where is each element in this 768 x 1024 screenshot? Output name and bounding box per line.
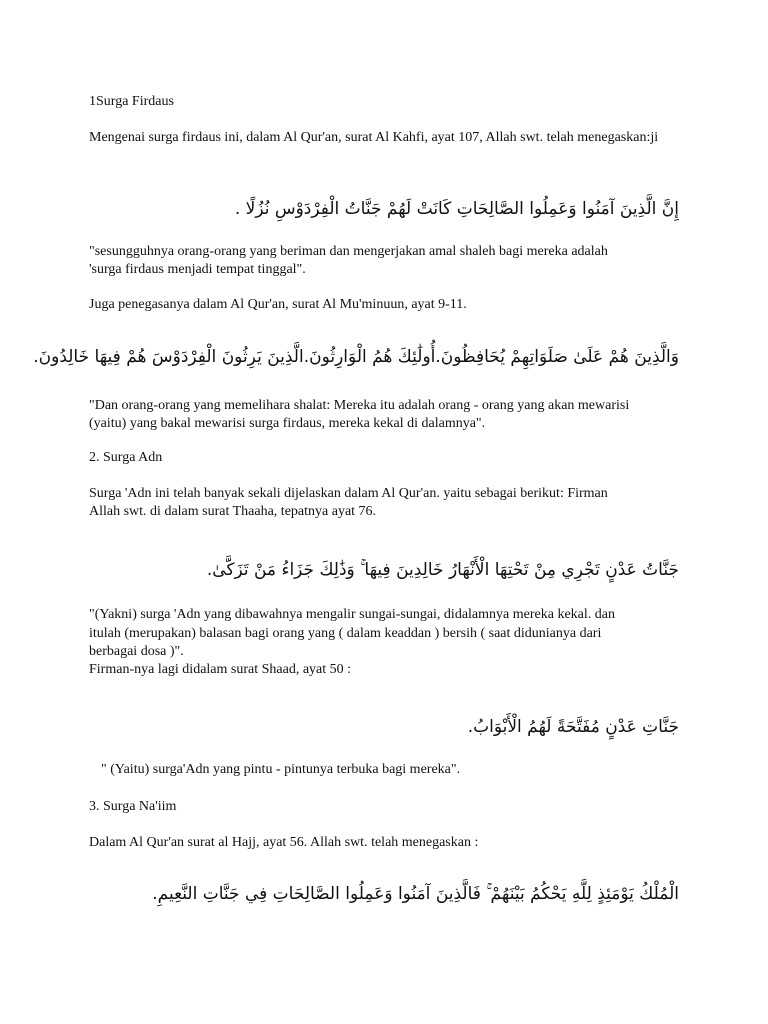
arabic-verse-shaad: جَنَّاتِ عَدْنٍ مُفَتَّحَةً لَهُمُ الْأَبْوَابُ.: [467, 717, 679, 737]
translation-thaaha-line1: "(Yakni) surga 'Adn yang dibawahnya mengalir sungai-sungai, didalamnya mereka kekal. dan: [89, 607, 615, 622]
arabic-verse-thaaha: جَنَّاتُ عَدْنٍ تَجْرِي مِنْ تَحْتِهَا الْأَنْهَارُ خَالِدِينَ فِيهَا ۚ وَذَٰلِكَ جَزَاءُ مَنْ تَزَكَّىٰ.: [206, 560, 679, 580]
arabic-verse-kahfi: إِنَّ الَّذِينَ آمَنُوا وَعَمِلُوا الصَّالِحَاتِ كَانَتْ لَهُمْ جَنَّاتُ الْفِرْدَوْسِ نُزُلًا .: [234, 199, 679, 219]
translation-kahfi-line1: "sesungguhnya orang-orang yang beriman dan mengerjakan amal shaleh bagi mereka adalah: [89, 244, 608, 259]
translation-muminuun-line2: (yaitu) yang bakal mewarisi surga firdaus, mereka kekal di dalamnya".: [89, 416, 486, 431]
translation-thaaha-line2: itulah (merupakan) balasan bagi orang yang ( dalam keaddan ) bersih ( saat didunianya dari: [89, 626, 602, 641]
translation-shaad: " (Yaitu) surga'Adn yang pintu - pintunya terbuka bagi mereka".: [101, 762, 461, 777]
intro-adn-line1: Surga 'Adn ini telah banyak sekali dijelaskan dalam Al Qur'an. yaitu sebagai berikut: Firman: [89, 486, 608, 501]
arabic-verse-hajj: الْمُلْكُ يَوْمَئِذٍ لِلَّهِ يَحْكُمُ بَيْنَهُمْ ۚ فَالَّذِينَ آمَنُوا وَعَمِلُوا الصَّالِحَاتِ فِي جَنَّاتِ النَّعِيمِ.: [152, 884, 679, 904]
heading-surga-adn: 2. Surga Adn: [89, 450, 163, 465]
translation-thaaha-line3: berbagai dosa )".: [89, 644, 184, 659]
heading-surga-firdaus: 1Surga Firdaus: [89, 94, 174, 109]
intro-firdaus: Mengenai surga firdaus ini, dalam Al Qur'an, surat Al Kahfi, ayat 107, Allah swt. telah menegaskan:ji: [89, 130, 659, 145]
intro-adn-line2: Allah swt. di dalam surat Thaaha, tepatnya ayat 76.: [89, 504, 377, 519]
intro-muminuun: Juga penegasanya dalam Al Qur'an, surat Al Mu'minuun, ayat 9-11.: [89, 297, 467, 312]
intro-hajj: Dalam Al Qur'an surat al Hajj, ayat 56. Allah swt. telah menegaskan :: [89, 835, 479, 850]
translation-muminuun-line1: "Dan orang-orang yang memelihara shalat: Mereka itu adalah orang - orang yang akan mewarisi: [89, 398, 630, 413]
heading-surga-naiim: 3. Surga Na'iim: [89, 799, 177, 814]
intro-shaad: Firman-nya lagi didalam surat Shaad, ayat 50 :: [89, 662, 352, 677]
arabic-verse-muminuun: وَالَّذِينَ هُمْ عَلَىٰ صَلَوَاتِهِمْ يُحَافِظُونَ.أُولَٰئِكَ هُمُ الْوَارِثُونَ.الَّذِينَ يَرِثُونَ الْفِرْدَوْسَ هُمْ فِيهَا خَالِدُونَ.: [33, 347, 679, 367]
translation-kahfi-line2: 'surga firdaus menjadi tempat tinggal".: [89, 262, 306, 277]
